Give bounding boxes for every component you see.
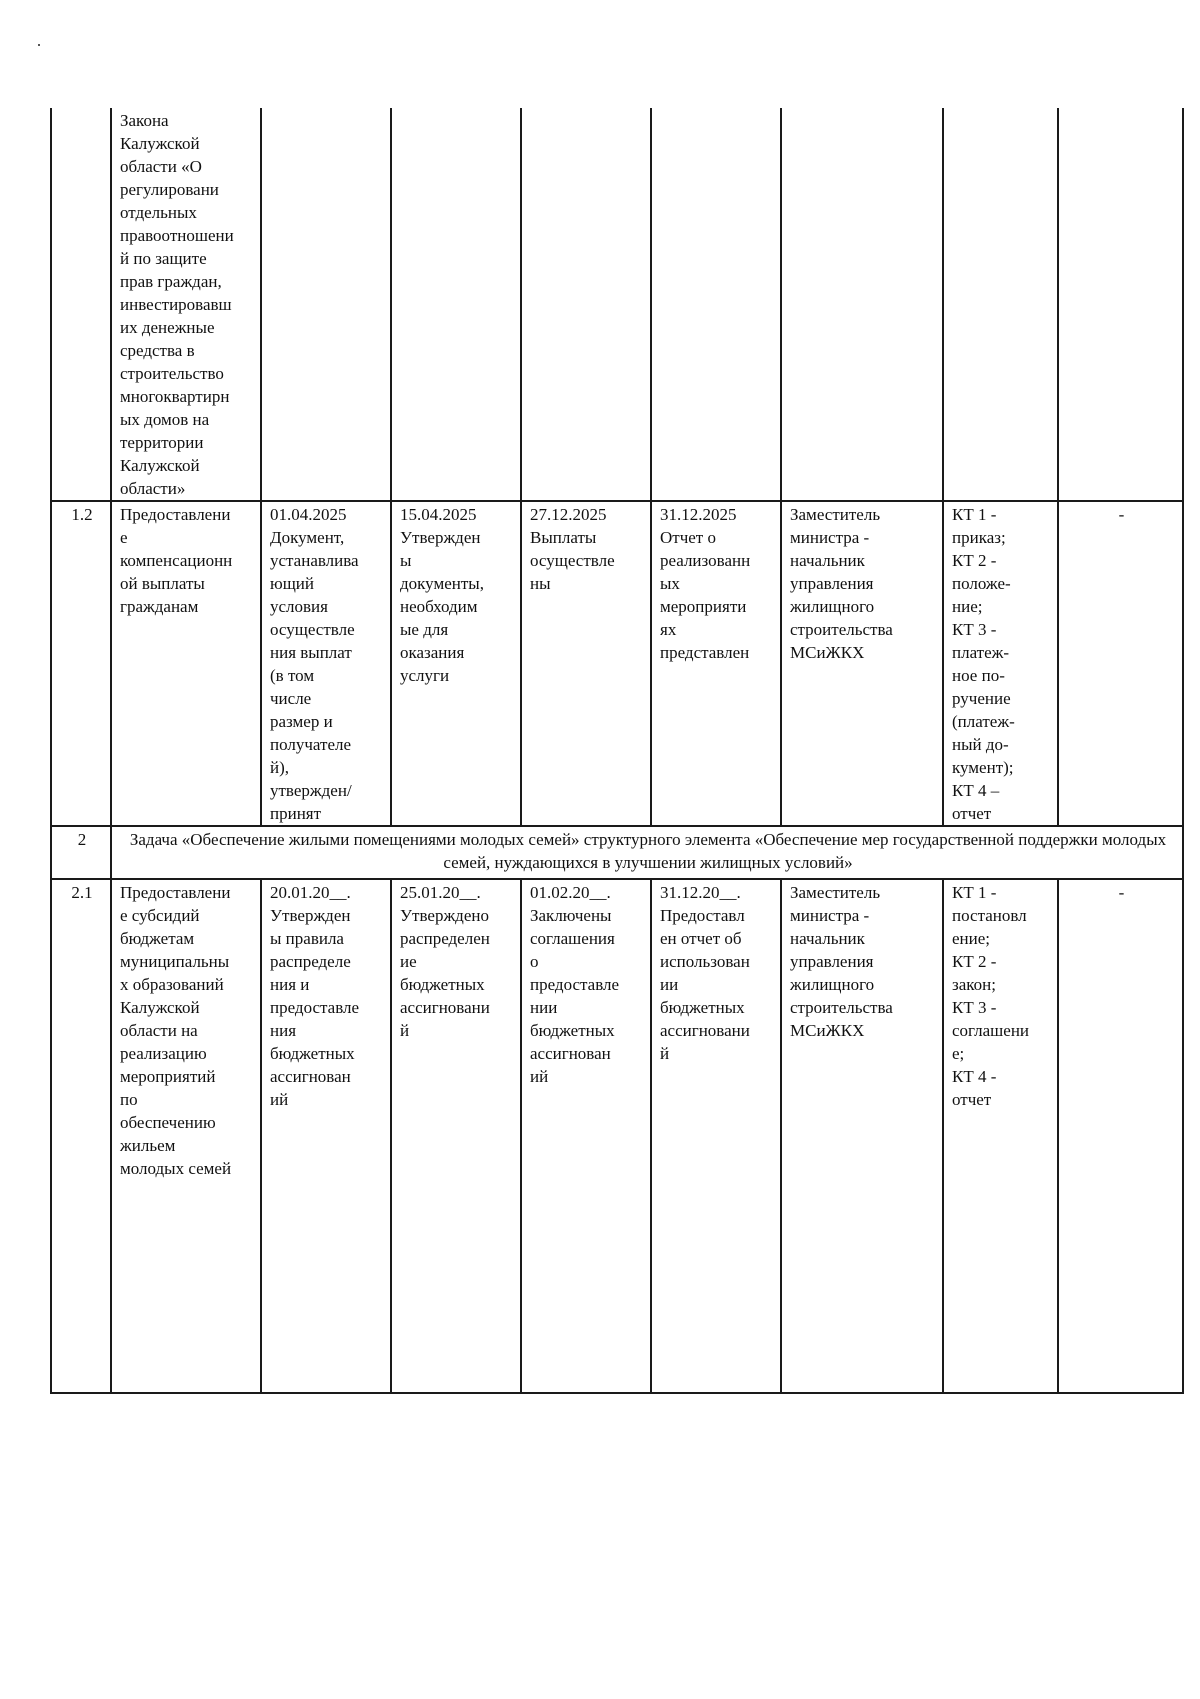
task-number: 2 xyxy=(51,826,111,879)
row-number: 1.2 xyxy=(51,501,111,826)
scan-speck xyxy=(38,44,40,46)
table-row xyxy=(51,501,1183,826)
document-type-cell: КТ 1 - постановл ение; КТ 2 - закон; КТ 3 - соглашени е; КТ 4 - отчет xyxy=(943,879,1058,1393)
control-point-4-cell: 31.12.2025 Отчет о реализованн ых мероприяти ях представлен xyxy=(651,501,781,826)
control-point-1-cell: 01.04.2025 Документ, устанавлива ющий условия осуществле ния выплат (в том числе размер и получателе й), утвержден/ принят xyxy=(261,501,391,826)
task-row xyxy=(51,826,1183,879)
responsible-cell: Заместитель министра - начальник управления жилищного строительства МСиЖКХ xyxy=(781,501,943,826)
task-title: Задача «Обеспечение жилыми помещениями молодых семей» структурного элемента «Обеспечение мер государственной поддержки молодых семей, нуждающихся в улучшении жилищных условий» xyxy=(111,826,1183,879)
event-name-cell: Предоставлени е компенсационн ой выплаты гражданам xyxy=(111,501,261,826)
control-points-table xyxy=(50,108,1184,1394)
event-name-cell: Закона Калужской области «О регулировани отдельных правоотношени й по защите прав граждан, инвестировавш их денежные средства в строительство многоквартирн ых домов на территории Калужской области» xyxy=(111,108,261,501)
table-row xyxy=(51,108,1183,501)
row-number xyxy=(51,108,111,501)
control-point-2-cell: 15.04.2025 Утвержден ы документы, необходим ые для оказания услуги xyxy=(391,501,521,826)
control-point-1-cell xyxy=(261,108,391,501)
control-point-4-cell: 31.12.20__. Предоставл ен отчет об использован ии бюджетных ассигновани й xyxy=(651,879,781,1393)
control-point-3-cell: 27.12.2025 Выплаты осуществле ны xyxy=(521,501,651,826)
table-row xyxy=(51,879,1183,1393)
control-point-2-cell: 25.01.20__. Утверждено распределен ие бюджетных ассигновани й xyxy=(391,879,521,1393)
document-type-cell xyxy=(943,108,1058,501)
event-name-cell: Предоставлени е субсидий бюджетам муниципальны х образований Калужской области на реализацию мероприятий по обеспечению жильем молодых семей xyxy=(111,879,261,1393)
note-cell: - xyxy=(1058,879,1183,1393)
note-cell: - xyxy=(1058,501,1183,826)
control-point-4-cell xyxy=(651,108,781,501)
control-point-2-cell xyxy=(391,108,521,501)
control-point-3-cell xyxy=(521,108,651,501)
row-number: 2.1 xyxy=(51,879,111,1393)
document-type-cell: КТ 1 - приказ; КТ 2 - положе- ние; КТ 3 - платеж- ное по- ручение (платеж- ный до- кумент); КТ 4 – отчет xyxy=(943,501,1058,826)
control-point-1-cell: 20.01.20__. Утвержден ы правила распределе ния и предоставле ния бюджетных ассигнован ий xyxy=(261,879,391,1393)
responsible-cell: Заместитель министра - начальник управления жилищного строительства МСиЖКХ xyxy=(781,879,943,1393)
control-point-3-cell: 01.02.20__. Заключены соглашения о предоставле нии бюджетных ассигнован ий xyxy=(521,879,651,1393)
note-cell xyxy=(1058,108,1183,501)
responsible-cell xyxy=(781,108,943,501)
